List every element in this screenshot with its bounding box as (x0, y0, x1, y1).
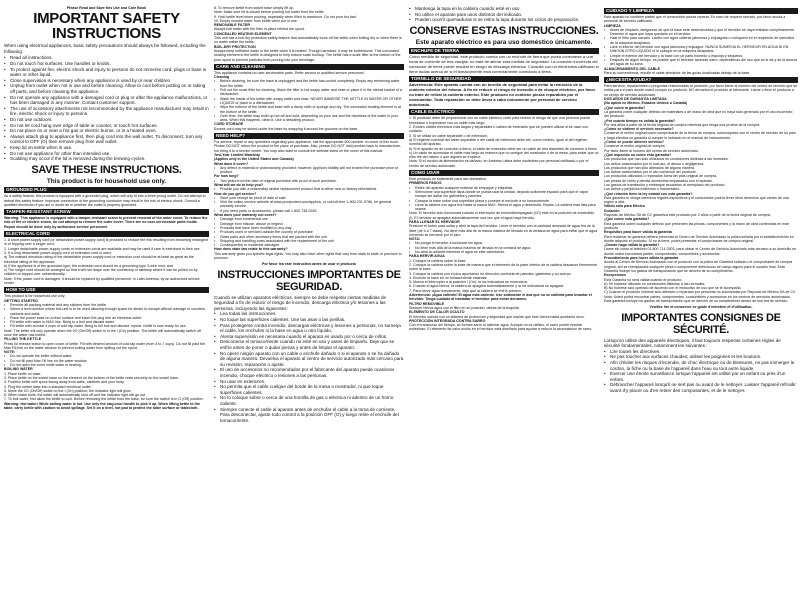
elemento-heading: ELEMENTO DE CALOR OCULTO (409, 310, 465, 315)
gs-item: • Place the power base on a level surface and insert the plug into an electrical outlet. (4, 316, 209, 320)
safety-item: • Always attach plug to appliance first, then plug cord into the wall outlet. To disconnect, turn any control to OFF (O) then remove plug from wall outlet. (4, 134, 209, 145)
safety-item: • Do not use appliance for other than intended use. (4, 151, 209, 157)
need-help-text: For service, repair or any questions regarding your appliance, call the appropriate 800 number on cover of this book. Please DO NOT return the product to the place of purchase. Also, please DO NOT mail product back to manufacturer, nor bring it to a service center. You may also want to consult the website listed on the cover of this manual. (214, 140, 402, 153)
garantia-line: ¿Qué relación tiene la ley estatal con esta garantía? (604, 191, 693, 196)
elemento-text: El hervidor cuenta con un sistema de protección y seguridad que impide que éste hierva hasta quedarse seco. (409, 314, 585, 319)
garantia-line: Los productos que han sido alterados de alguna manera. (604, 165, 695, 170)
garantia-line: ¿Cómo se puede obtener servicio? (604, 140, 664, 145)
cleaning-list (214, 79, 404, 122)
grounded-plug-heading: GROUNDED PLUG (4, 187, 209, 193)
hervir-item: 4. Enchufe la base en un tomacorriente estándar. (409, 275, 488, 280)
garantia-line: Los productos utilizados o reparados fuera del país original de compra. (604, 174, 718, 179)
llenar-heading: PARA LLENAR EL HERVIDOR (409, 219, 460, 224)
safety-item: • The use of accessory attachments not recommended by the appliance manufacturer may result in fire, electric shock or injury to persons. (4, 106, 209, 117)
conserve-title: CONSERVE ESTAS INSTRUCCIONES. (409, 24, 599, 37)
excepcion-item: B) No hubiese sido operado de acuerdo con el instructivo de uso que se le acompaña. (604, 286, 742, 291)
garantia-line: Los daños y perjuicios indirectos o incidentales. (604, 187, 680, 192)
excepcion-item: A) Se hubiese utilizado en condiciones distintas a las normales. (604, 281, 706, 286)
donde-text: Llame sin costo al teléfono 01 800 714 2503, para ubicar el Centro de Servicio Autorizado más cercano a su domicilio en donde usted encontrará partes, componentes, consumibles y accesorios. (604, 247, 797, 256)
garantia-line: Conserve el recibo original de compra. (604, 144, 666, 149)
cord-item: a) The marked electrical rating of the detachable power-supply cord or extension cord should be at least as great as the electrical rating of the appliance, (4, 255, 194, 264)
garantia-line: La garantía cubre cualquier defecto de materiales o de mano de obra que no haya sido generado por el uso incorrecto del producto. (604, 109, 793, 119)
spanish-intro: Cuando se utilizan aparatos eléctricos, siempre se debe respetar ciertas medidas de seguridad a fin de reducir el riesgo de incendio, descarga eléctrica y/o lesiones a las personas, incluyendo las siguientes: (214, 294, 387, 311)
gs-item: • Fill kettle with water to MAX line. Bring to a boil and discard water. (4, 320, 209, 324)
safety-item: • Do not operate any appliance with a damaged cord or plug or after the appliance malfunctions, or has been damaged in any manner. Contact customer support. (4, 95, 209, 106)
almacen-heading: ALMACENAMIENTO DEL CABLE (604, 66, 660, 71)
cubre-text: Esta garantía cubre cualquier defecto que presenten las piezas, componentes y la mano de obra contenidas en este producto. (604, 221, 790, 230)
service-item: • If you need parts or accessories, please call 1-800-738-0245. (214, 209, 404, 213)
hervir-item: 5. Mueva el interruptor a la posición I (On); la luz indicadora se encenderá. (409, 280, 528, 285)
safety-item: • Do not use outdoors. (4, 117, 209, 123)
garantia-line: Los productos que han sido utilizados en condiciones distintas a las normales. (604, 157, 729, 162)
spanish-safety-item: • No permita que el cable cuelgue del borde de la mesa o mostrador, ni que toque superficies calientes. (214, 384, 404, 395)
getting-started-list (4, 303, 209, 329)
hervir-item: 1. Coloque la caldera sobre la base. (409, 258, 467, 263)
cable-item: b) Si el aparato es de conexión a tierra, el cable de extensión debe ser un cable de tres alambres de conexión a tierra. (409, 146, 598, 151)
not-covered-item: • Products used or serviced outside the country of purchase (214, 230, 404, 234)
limpieza-item: • Limpie el exterior del hervidor y la base con un paño húmedo o esponja y séquelos. (604, 54, 798, 58)
enchufe-heading: ENCHUFE DE TIERRA (409, 48, 599, 54)
grounded-plug-text: As a safety feature, this product is equipped with a grounded plug, which will only fit into a three-prong outlet. Do not attempt to defeat this safety feature. Improper connection of the grounding conductor may result in the risk of electric shock. Consult a qualified electrician if you are in doubt as to whether the outlet is properly grounded. (4, 194, 206, 207)
cleaning-item: • Before cleaning, be sure the base is unplugged and the kettle has cooled completely. Empty any remaining water from the kettle. (214, 79, 404, 88)
warranty-a: • Two years from the date of original purchase with proof of such purchase. (214, 179, 404, 183)
french-safety-item: • Lire toutes les directives. (604, 349, 798, 355)
limpieza-item: • Hale el filtro para sacarlo. Lávelo con agua caliente jabonosa y enjuáguelo o colóquelo en el recipiente de utensilios de la máquina lavaplatos. (604, 36, 798, 45)
filling-heading: FILLING THE KETTLE (4, 337, 42, 342)
spanish-safety-item: • No toque las superficies calientes. Use las asas o las perillas. (214, 317, 404, 323)
concealed-element-text: This unit has a boil-dry protection safety feature that automatically turns off the kettle when boiling dry or when there is no water inside the kettle. (214, 36, 402, 45)
ayuda-heading: ¿NECESITA AYUDA? (604, 77, 798, 83)
warranty-q: What does your warranty not cover? (214, 213, 277, 218)
hot-water-warning: Warning: Hot water! While boiling water is hot. Use only the stay-cool handle to pick it up. When lifting kettle to the table, carry kettle with caution to avoid spillage. Set it on a level, hot pad to protect the table surface or tablecloth. (4, 401, 200, 411)
gs-item: • Remove all packing material and any stickers from the kettle. (4, 303, 209, 307)
cord-storage-heading: CORD STORAGE (214, 122, 244, 127)
boiling-item: 7. To boil water, first allow the kettle to cool. Before removing the kettle from the base, be sure the switch is in O (Off) position. (4, 397, 204, 402)
household-note: This product is for household use only. (46, 177, 167, 185)
tamper-screw-text: Warning: This appliance is equipped with a tamper-resistant screw to prevent removal of the outer cover. To reduce the risk of fire or electric shock, do not attempt to remove the outer cover. There are no user-serviceable parts inside. Repair should be done only by authorized service personnel. (4, 216, 208, 229)
not-covered-item: • Damage from commercial use (214, 217, 404, 221)
filling-note: NOTE: (4, 350, 16, 355)
garantia-line: ¿Cómo se obtiene el servicio necesario? (604, 127, 674, 132)
excepciones-heading: Excepciones (604, 273, 626, 278)
pour-item: 9. Hold kettle level when pouring, especially when filled to maximum. Do not pour too fast. (214, 14, 357, 19)
column-english-care (214, 6, 404, 609)
garantia-line: Por dos años a partir de la fecha original de compra mientras que tenga una prueba de la compra. (604, 122, 761, 127)
cuidado-intro: Este aparato no contiene partes que el consumidor pueda reparar. En caso de requerir servicio, por favor acuda a personal de servicio calificado. (604, 15, 786, 24)
safety-item: • Unplug from outlet when not in use and before cleaning. Allow to cool before putting on or taking off parts, and before cleaning the appliance. (4, 83, 209, 94)
hervir-heading: PARA HERVIR AGUA (409, 254, 445, 259)
limpieza-heading: LIMPIEZA (604, 23, 621, 28)
primeros-item: • Retire del aparato cualquier material de empaque y etiquetas. (409, 186, 599, 190)
spanish-safety-item: • No opere ningún aparato con un cable o enchufe dañado o si el aparato o se ha dañado de alguna manera. Devuelva el aparato al centro de servicio autorizado más cercano para su revisión, reparación o ajuste. (214, 351, 404, 368)
filtro-heading: FILTRO REMOVIBLE (409, 301, 445, 306)
spanish-top-item: • No utilice el aparato para usos distintos del indicado. (409, 12, 599, 18)
garantia-qa (604, 106, 798, 205)
state-law-text: This warranty gives you specific legal rights. You may also have other rights that vary from state to state or province to province. (214, 251, 402, 261)
hervir-item: 6. Cuando el agua hierva, la caldera se apagará automáticamente y la luz indicadora se apagará. (409, 284, 565, 289)
cord-item: 2. Longer detachable power-supply cords or extension cords are available and may be used if care is exercised in their use. (4, 246, 201, 251)
french-safety-item: • Exercer une étroite surveillance lorsque l'appareil est utilisé par un enfant ou près d'un enfant. (604, 371, 798, 382)
safety-item: • Close supervision is necessary when any appliance is used by or near children. (4, 78, 209, 84)
care-intro: This appliance contains no user-serviceable parts. Refer service to qualified service personnel. (214, 70, 365, 75)
cord-storage-text: Excess cord may be stored under the base by wrapping it around the grooves on the base. (214, 126, 359, 131)
spanish-safety-title: INSTRUCCIONES IMPORTANTES DE SEGURIDAD. (217, 268, 401, 293)
advertencia-text: Advertencia: ¡Agua caliente! El agua está caliente. Use solamente el asa que no se calienta para levantar el hervidor. Tenga cuidado al trasladar el hervidor para evitar derrames. (409, 293, 592, 302)
cleaning-item: • Pull out the scale filter for cleaning. Wash the filter in hot soapy water and rinse or place it in the utensil basket of a dishwasher. (214, 88, 404, 97)
garantia-sub: (No aplica en México, Estados Unidos o Canadá) (604, 101, 688, 106)
filling-text: Press lid release button to open cover of kettle. Fill with desired amount of cold tap water (from 4 to 7 cups). Do not fill past the Max Fill line on the water window to prevent boiling water from spilling out the spout. (4, 341, 205, 350)
primeros-pasos-heading: PRIMEROS PASOS (409, 181, 442, 186)
ayuda-text: Para servicio, reparaciones o preguntas relacionadas al producto, por favor llame al número del centro de servicio que se indica para el país donde usted compró su producto. NO devuelva el producto al fabricante. Llame o lleve el producto a un centro de servicio autorizado. (604, 84, 798, 97)
cable-note: Nota: Si el cordón de alimentación es dañado, en América Latina debe sustituirse por personal calificado o por el centro de servicio autorizado. (409, 159, 589, 168)
warranty-q: What will we do to help you? (214, 182, 264, 187)
garantia-line: Conserve el recibo original como comprobante de la fecha de compra, comuníquese con el centro de servicio de su país y haga efectiva su garantía si cumple lo indicado en el manual de instrucciones. (604, 131, 796, 140)
tornillo-heading: TORNILLO DE SEGURIDAD (409, 76, 599, 82)
electrical-cord-heading: ELECTRICAL CORD (4, 231, 209, 237)
cable-item: 3. Si se utiliza un cable separable o de extensión, (409, 133, 488, 138)
spanish-safety-item: • No lo coloque sobre o cerca de una hornilla de gas o eléctrica ni adentro de un horno caliente. (214, 395, 404, 406)
pour-item: 8. To remove kettle from swivel base simply lift up. (214, 6, 294, 10)
warranty-q: How do you get service? (214, 191, 257, 196)
cord-item: c) The longer cord should be arranged so that it will not drape over the countertop or tabletop where it can be pulled on by children or tripped over unintentionally. (4, 268, 198, 277)
boiling-item: 2. Place kettle on the swivel base so the element on the bottom of the kettle rests securely on the swivel base. (4, 375, 179, 380)
warranty-q: How does state law relate to this warranty? (214, 247, 288, 252)
removable-filter-heading: REMOVABLE FILTER (214, 23, 251, 28)
garantia-line: ¿Qué cubre la garantía? (604, 105, 646, 110)
filling-item: • Do not operate the kettle without water. (4, 354, 209, 358)
cable-list (409, 116, 599, 168)
primeros-item: • Llene la caldera con agua fría hasta la marca MAX. Hierva el agua y deséchela. Repita. La caldera está lista para usarse. (409, 203, 599, 212)
boiling-item: 1. Place kettle on base. (4, 371, 42, 376)
garantia-line: Los gastos de tramitación y embarque asociados al reemplazo del producto. (604, 182, 726, 187)
boiling-list (4, 372, 209, 402)
excepcion-item: C) Cuando el producto hubiese sido alterado o reparado por personas no autorizadas por Rayovac de México SA de CV. (604, 290, 797, 295)
not-covered-item: • Products that have been modified in any way (214, 226, 404, 230)
como-usar-heading: COMO USAR (409, 170, 599, 176)
gs-item: • Fill kettle with at least 4 cups of cold tap water. Bring to full boil and discard; repeat. Kettle is now ready for use. (4, 324, 209, 328)
not-covered-item: • Damage from misuse, abuse or neglect (214, 222, 404, 226)
garantia-line: Por favor llame al número del centro de servicio autorizado. (604, 148, 699, 153)
spanish-safety-item: • Para protegerse contra incendio, descargas eléctricas y lesiones a personas, no sumerja el cable, los enchufes ni la base en agua u otro líquido. (214, 323, 404, 334)
garantia-line: Esta garantía le otorga derechos legales específicos y el consumidor podría tener otros derechos que varían de una región a otra. (604, 195, 789, 205)
spanish-top-list (409, 6, 599, 23)
pour-item: 10. Empty unused water from kettle when not in use. (214, 18, 298, 23)
primeros-note: Nota: El hervidor solo funcionará cuando el interruptor de encendido/apagado (I/O) esté en la posición de encendido (I). El hervidor se apagará automáticamente una vez que el agua haya hervido. (409, 211, 595, 220)
filtro-text: Siempre hierva agua con el filtro en su posición, detrás de la boquilla. (409, 305, 520, 310)
warranty-a: • Provide you with a reasonably similar replacement product that is either new or factory refurbished. (214, 187, 404, 191)
safety-item: • Do not place on or near a hot gas or electric burner, or in a heated oven. (4, 128, 209, 134)
garantia-line: Las piezas de vidrio y demás accesorios empacados con el aparato. (604, 178, 713, 183)
llenar-nota: NOTA: (409, 237, 421, 242)
requisitos-heading: Requisitos para hacer válida la garantía (604, 230, 672, 235)
cable-heading: CABLE ELÉCTRICO (409, 109, 599, 115)
concealed-element-heading: CONCEALED HEATING ELEMENT (214, 31, 272, 36)
spanish-safety-item: • Atenta supervisión es necesaria cuando el aparato es usado por o cerca de niños. (214, 334, 404, 340)
cleaning-item: • Wipe the exterior of the kettle and base with a damp cloth or sponge and dry. The concealed heating element is at the bottom of the kettle. (214, 105, 404, 114)
cord-note: Note: If the power cord is damaged, it should be replaced by qualified personnel; in Latin America, by an authorized service center. (4, 276, 200, 286)
warranty-q: What does it cover? (214, 161, 249, 166)
safety-list (4, 55, 209, 161)
hervir-list (409, 259, 599, 293)
filling-item: • Do not fill past Max Fill line on the water window. (4, 359, 209, 363)
column-english-safety (4, 6, 209, 609)
procedimiento-heading: Procedimiento para hacer válida la garantía (604, 256, 679, 261)
cord-item: b) If the appliance is of the grounded type, the extension cord should be a grounding-type 3-wire cord, and (4, 263, 173, 268)
hervir-item: 2. Coloque la caldera sobre la base de manera que el elemento de la parte inferior de la caldera descanse firmemente sobre la base. (409, 262, 598, 272)
spanish-safety-list (214, 311, 404, 423)
boiling-item: 6. When water boils, the kettle will automatically shut off and the indicator light will go out. (4, 393, 146, 398)
excepciones-list (604, 282, 798, 295)
spanish-safety-item: • Siempre conecte el cable al aparato antes de enchufar el cable a la toma de corriente. Para desconectar, ajuste todo control a la posición OFF (O) y luego retire el enchufe del tomacorriente. (214, 407, 404, 424)
french-read-note: Veuillez lire et conserver ce guide d'entretien et d'utilisation. (649, 305, 753, 310)
hervir-item: 7. Para hervir agua nuevamente, deje que la caldera se enfríe primero. (409, 288, 522, 293)
limpieza-item: • Después de algún tiempo, es posible que el hervidor acumule sarro, dependiendo del uso que se le da y de la dureza del agua de su zona. (604, 58, 798, 67)
donde-heading: ¿Donde hago válida la garantía? (604, 243, 660, 248)
cuidado-heading: CUIDADO Y LIMPIEZA (604, 8, 798, 14)
cleaning-item: • Wash the inside of the kettle with soapy water and rinse. NEVER IMMERSE THE KETTLE IN WATER OR OTHER LIQUIDS or place in a dishwasher. (214, 97, 404, 106)
primeros-list (409, 186, 599, 212)
limpieza-item: • Lave el interior del hervidor con agua jabonosa y enjuague. NUNCA SUMERJA EL HERVIDOR EN AGUA NI EN NINGÚN OTRO LÍQUIDO ni lo coloque en la máquina lavaplatos. (604, 45, 798, 54)
not-covered-list (214, 217, 404, 247)
cord-item: 1. A short power-supply cord (or detachable power-supply cord) is provided to reduce the risk resulting from becoming entangled in or tripping over a longer cord. (4, 238, 208, 247)
spanish-safety-item: • El uso de accesorios no recomendados por el fabricante del aparato puede ocasionar incendio, choque eléctrico o lesiones a las personas. (214, 367, 404, 378)
column-spanish-warranty-french (604, 6, 798, 609)
kettle-note: Note: The kettle will only operate when the I/O (On/Off) switch is in the I (On) position. The kettle will automatically switch off once the water has boiled. (4, 328, 201, 337)
warranty-sub: (Applies only in the United States and Canada) (214, 157, 294, 162)
garantia-line: Los daños ocasionados por el uso comercial del producto. (604, 170, 697, 175)
pour-item: Note: Make sure lid is closed before pouring hot water from the kettle. (214, 10, 325, 15)
boil-dry-text: Always keep sufficient water in the kettle when it is heated. Though harmless, it may be bothersome. This concealed heating element in the kettle is designed to help reduce scale buildup. The kettle has a scale filter at the bottom of the pour spout to prevent particles from pouring into your beverage. (214, 48, 401, 62)
safety-item: • To protect against fire, electric shock and injury to persons do not immerse cord, plugs or base in water or other liquid. (4, 67, 209, 78)
garantia-line: Los daños ocasionados por el mal uso, el abuso o negligencia. (604, 161, 705, 166)
llenar-item: • No abra la cubierta mientras el agua se esté calentando. (409, 250, 599, 254)
boiling-item: 5. Move the I/O (On/Off) switch to the I (On) position; the indicator light will glow. (4, 388, 132, 393)
safety-item: • Read all instructions. (4, 55, 209, 61)
care-cleaning-heading: CARE AND CLEANING (214, 64, 404, 70)
filling-list (4, 354, 209, 367)
proteccion-text: Con el transcurso del tiempo, se forman sarro al calentar agua. Aunque no es dañino, el sarro puede resultar molestoso. El elemento de calor oculto en el hervidor está diseñado para ayudar a reducir la acumulación de sarro. (409, 323, 593, 332)
boiling-item: 4. Plug the swivel base into a standard electrical outlet. (4, 384, 92, 389)
spanish-top-item: • Mantenga la tapa en la caldera cuando esté en uso. (409, 6, 599, 12)
safety-intro: When using electrical appliances, basic safety precautions should always be followed, including the following: (4, 43, 206, 54)
spanish-read-note: Por favor lea este instructivo antes de usar el producto (261, 262, 357, 267)
french-safety-title: IMPORTANTES CONSIGNES DE SÉCURITÉ. (621, 311, 781, 336)
mexico-heading: Válido sólo para México (604, 204, 645, 209)
top-note: Please Read and Save this Use and Care Book (66, 6, 147, 10)
duracion-heading: Duración (604, 208, 620, 213)
how-to-use-heading: HOW TO USE (4, 287, 209, 293)
spanish-safety-item: • No usar en exteriores. (214, 379, 404, 385)
cleaning-heading: Cleaning (214, 75, 230, 80)
nota-final: Nota: Usted podrá encontrar partes, componentes, consumibles y accesorios en los centros de servicios autorizados. Esta garantía incluye los gastos de transportación que se deriven de su cumplimiento dentro de sus red de servicio. (604, 294, 791, 303)
safety-item: • Keep lid on kettle when in use. (4, 145, 209, 151)
cable-item: c) Un cable de acomodar el cable más largo de manera que no cuelgue del mostrador o de la mesa, para evitar que un niño tire del mismo o que alguien se tropiece. (409, 150, 599, 160)
boiling-item: 3. Position kettle with spout facing away from walls, cabinets and your body. (4, 380, 125, 385)
warranty-q: For how long? (214, 174, 239, 179)
tamper-screw-heading: TAMPER-RESISTANT SCREW (4, 209, 209, 215)
procedimiento-text: Acuda al Centro de Servicio Autorizado con el producto con la póliza de Garantía sellada o el comprobante de compra original, ahí se reemplazará cualquier pieza o componente defectuoso sin cargo alguno para el usuario final. Esta Garantía incluye los gastos de transportación que se deriven de su cumplimiento. (604, 260, 793, 273)
service-item: • Visit the online service website at www.prodprotect.com/applica, or call toll-free 1-800-231-9786, for general warranty service. (214, 200, 404, 209)
warranty-heading: Two-Year Limited Warranty (214, 152, 260, 157)
tornillo-text: Advertencia: Este aparato cuenta con un tornillo de seguridad para evitar la remoción de la cubierta exterior del mismo. A fin de reducir el riesgo de incendio o de choque eléctrico, por favor no trate de retirar la cubierta exterior. Este producto no contiene piezas reparables por el consumidor. Toda reparación se debe llevar a cabo únicamente por personal de servicio autorizado. (409, 82, 596, 107)
cable-item: a) El régimen nominal del cable separable o del cable de extensión debe ser, como mínimo, igual al del régimen nominal del aparato. (409, 137, 588, 147)
spanish-top-item: • Pueden ocurrir quemaduras si se retira la tapa durante los ciclos de preparación. (409, 17, 599, 23)
garantia-line: ¿Qué aspectos no cubre esta garantía? (604, 152, 672, 157)
column-spanish-use (409, 6, 599, 609)
french-safety-list (604, 349, 798, 394)
not-covered-item: • Consequential or incidental damages (214, 243, 404, 247)
safety-title: IMPORTANT SAFETY INSTRUCTIONS (33, 10, 180, 43)
boil-dry-heading: BOIL-DRY PROTECTION (214, 44, 256, 49)
cord-list (4, 238, 209, 285)
service-list (214, 196, 404, 213)
excepciones-text: Esta Garantía no será válida cuando el producto: (604, 277, 683, 282)
need-help-heading: NEED HELP? (214, 133, 404, 139)
llenar-item: • No llene más allá de la marca máxima de llenado en la ventana de agua. (409, 246, 599, 250)
removable-filter-text: Always boil water with the filter in place behind the spout. (214, 27, 305, 32)
garantia-line: ¿Por cuánto tiempo es válida la garantía? (604, 118, 676, 123)
limpieza-item: • Antes de limpiarlo, asegúrese de que la base esté desenchufada y que el hervidor se haya enfriado completamente. Deseche el agua que haya quedado en el hervidor. (604, 28, 798, 37)
garantia-heading: DOS AÑOS DE GARANTÍA LIMITADA (604, 97, 667, 102)
save-instructions-title: SAVE THESE INSTRUCTIONS. (31, 163, 182, 176)
proteccion-heading: PROTECCIÓN INTEGRADA CONTRA SARRO (409, 318, 486, 323)
howto-intro: This product is for household use only. (4, 294, 66, 299)
french-safety-item: • Débrancher l'appareil lorsqu'il ne sert pas ou avant de le nettoyer. Laisser l'appareil refroidir avant d'y placer ou d'en retirer des composantes, et de le nettoyer. (604, 382, 798, 393)
warranty-a: • Any defect in material or workmanship provided; however, Applica's liability will not exceed the purchase price of product. (214, 166, 404, 175)
domestic-note: Este aparato eléctrico es para uso doméstico únicamente. (415, 38, 593, 46)
cable-item: 2. Existen cables eléctricos más largos y separables o cables de extensión que se pueden utilizar si se usan con cuidado. (409, 125, 589, 134)
spanish-safety-item: • Desconecte el tomacorriente cuando no esté en uso y antes de limpiarlo. Deje que se enfríe antes de poner o quitar piezas y antes de limpiar el aparato. (214, 339, 404, 350)
enchufe-text: Como medida de seguridad, este producto cuenta con un enchufe de tierra que podrá conectarse a una toma de corriente de tres clavijas; no trate de alterar esta medida de seguridad. La conexión incorrecta del conductor de tierra puede resultar en riesgo de descarga eléctrica. Consulte con un electricista calificado si tiene dudas acerca de si el tomacorriente está correctamente conectado a tierra. (409, 54, 599, 74)
llenar-text: Presione el botón para soltar y abrir la tapa del hervidor. Llene el hervidor con la cantidad deseada de agua fría de la llave (de 4 a 7 tazas). No llene más allá de la marca máxima de llenado en la ventana de agua para evitar que el agua hirviendo se derrame por el pico. (409, 224, 598, 237)
cubre-heading: ¿Qué cubre esta garantía? (604, 217, 650, 222)
filling-item: • Do not open the cover while water is heating. (4, 363, 209, 367)
pour-instructions (214, 6, 404, 23)
cord-item: 3. If a long detachable power-supply cord or extension cord is used, (4, 250, 112, 255)
not-covered-item: • Glass parts and other accessory items that are packed with the unit (214, 235, 404, 239)
almacen-text: Para su conveniencia, enrolle el cable alrededor de las guías localizadas debajo de la base. (604, 70, 751, 75)
llenar-item: • No ponga el hervidor a funcionar sin agua. (409, 241, 599, 245)
boiling-heading: BOILING WATER (4, 367, 33, 372)
spanish-safety-item: • Lea todas las instrucciones. (214, 311, 404, 317)
requisitos-text: Para reclamar su garantía deberá presentar al Centro de Servicio Autorizado la póliza sellada por el establecimiento en donde adquirió el producto. Si no la tiene, podrá presentar el comprobante de compra original. (604, 234, 794, 243)
primeros-item: • Coloque la base sobre una superficie plana y conecte el enchufe a un tomacorriente. (409, 199, 599, 203)
duracion-text: Rayovac de México SA de CV garantiza este producto por 2 años a partir de la fecha original de compra. (604, 213, 771, 218)
french-intro: Lorsqu'on utilise des appareils électriques, il faut toujours respecter certaines règles de sécurité fondamentales, notamment les suivantes : (604, 337, 781, 349)
llenar-list (409, 241, 599, 254)
service-item: • Save your receipt as proof of date of sale. (214, 196, 404, 200)
hervir-item: 3. Coloque la caldera con el pico apuntando en dirección contraria de paredes, gabinetes y su cuerpo. (409, 271, 572, 276)
primeros-item: • Seleccione una superficie llana donde se pueda usar la unidad, dejando suficiente espacio para que el vapor escape sin dañar los gabinetes y paredes. (409, 190, 599, 199)
uso-intro: Este producto es solamente para uso doméstico. (409, 177, 487, 182)
french-safety-item: • Afin d'éviter les risques d'incendie, de choc électrique ou de blessures, ne pas immerger le cordon, la fiche ou la base de l'appareil dans l'eau ou tout autre liquide. (604, 360, 798, 371)
getting-started-heading: GETTING STARTED (4, 298, 38, 303)
limpieza-list (604, 28, 798, 67)
cable-item: 1. El producto debe de proporcionar con un cable eléctrico corto para reducir el riesgo de que una persona pueda enredarse o tropezarse con un cable más largo. (409, 116, 590, 125)
safety-item: • Do not let cord hang over edge of table or counter, or touch hot surfaces. (4, 123, 209, 129)
french-safety-item: • Ne pas toucher aux surfaces chaudes; utiliser les poignées et les boutons. (604, 354, 798, 360)
safety-item: • Do not touch hot surfaces. Use handles or knobs. (4, 61, 209, 67)
cleaning-item: • Over time, the kettle may build up hot off and cold, depending on your use and the hardness of the water in your area. When this happens, clean it. Use a descaling product. (214, 114, 404, 123)
gs-item: • Select a level surface where this unit is to be used allowing enough space for steam to escape without damage to counters, cabinets and walls. (4, 307, 209, 316)
safety-item: • Scalding may occur if the lid is removed during the brewing cycles. (4, 156, 209, 162)
not-covered-item: • Shipping and handling costs associated with the replacement of the unit (214, 239, 404, 243)
